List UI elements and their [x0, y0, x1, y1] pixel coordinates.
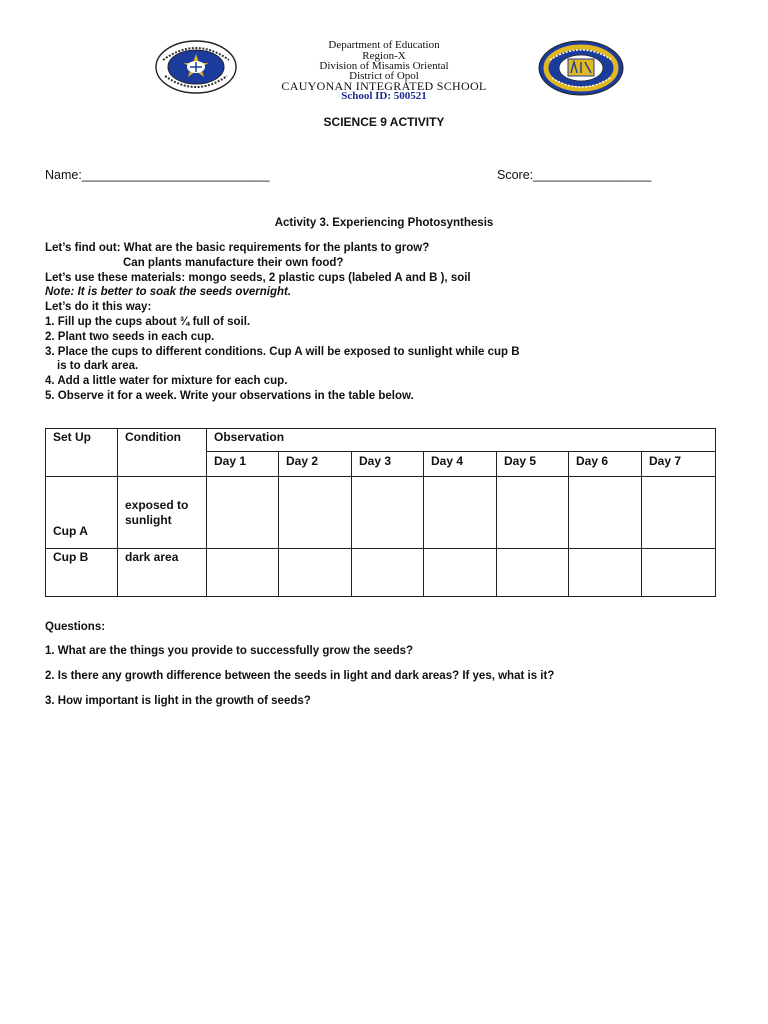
school-id: School ID: 500521	[341, 90, 427, 102]
observation-cell[interactable]	[279, 477, 352, 549]
header-day: Day 3	[352, 452, 424, 477]
row-condition-cup-a: exposed to sunlight	[118, 477, 207, 549]
header-condition: Condition	[118, 429, 207, 477]
question-1: 1. What are the things you provide to successfully grow the seeds?	[45, 645, 414, 657]
header-line-deped: Department of Education	[328, 39, 440, 51]
observation-cell[interactable]	[352, 549, 424, 597]
school-name: CAUYONAN INTEGRATED SCHOOL	[281, 79, 487, 93]
name-field	[45, 168, 270, 182]
header-day: Day 6	[569, 452, 642, 477]
observation-cell[interactable]	[207, 549, 279, 597]
observation-cell[interactable]	[569, 477, 642, 549]
header-line-district: District of Opol	[349, 70, 419, 82]
questions-heading: Questions:	[45, 621, 106, 633]
observation-cell[interactable]	[207, 477, 279, 549]
question-3: 3. How important is light in the growth of seeds?	[45, 695, 311, 707]
header-observation: Observation	[207, 429, 716, 452]
procedure-heading: Let’s do it this way:	[45, 301, 152, 314]
row-setup-cup-b: Cup B	[46, 549, 118, 597]
row-setup-cup-a: Cup A	[46, 477, 118, 549]
header-day: Day 5	[497, 452, 569, 477]
header-day: Day 4	[424, 452, 497, 477]
score-blank: _________________	[533, 168, 652, 182]
activity-title: Activity 3. Experiencing Photosynthesis	[274, 217, 494, 229]
name-label: Name:	[45, 168, 82, 182]
observation-cell[interactable]	[279, 549, 352, 597]
observation-cell[interactable]	[569, 549, 642, 597]
name-blank: ___________________________	[81, 168, 270, 182]
page-title: SCIENCE 9 ACTIVITY	[323, 115, 445, 129]
school-seal-logo	[538, 40, 624, 96]
step-4: 4. Add a little water for mixture for each cup.	[45, 375, 288, 388]
observation-cell[interactable]	[424, 477, 497, 549]
observation-cell[interactable]	[352, 477, 424, 549]
observation-cell[interactable]	[424, 549, 497, 597]
score-field	[497, 168, 651, 182]
step-3-continued: is to dark area.	[57, 360, 139, 373]
step-3: 3. Place the cups to different conditions. Cup A will be exposed to sunlight while cup B	[45, 345, 520, 358]
table-row	[46, 477, 716, 549]
find-out-line: Let’s find out: What are the basic requirements for the plants to grow?	[45, 242, 430, 254]
observation-cell[interactable]	[497, 549, 569, 597]
score-label: Score:	[497, 168, 534, 182]
step-5: 5. Observe it for a week. Write your observations in the table below.	[45, 389, 414, 402]
find-out-line-2: Can plants manufacture their own food?	[123, 256, 344, 269]
observation-cell[interactable]	[642, 477, 716, 549]
header-day: Day 7	[642, 452, 716, 477]
row-condition-cup-b: dark area	[118, 549, 207, 597]
observation-table	[45, 428, 716, 597]
header-line-region: Region-X	[362, 50, 406, 62]
question-2: 2. Is there any growth difference between the seeds in light and dark areas? If yes, what is it?	[45, 670, 555, 682]
header-setup: Set Up	[46, 429, 118, 477]
header-line-division: Division of Misamis Oriental	[319, 60, 449, 72]
header-day: Day 2	[279, 452, 352, 477]
step-1: 1. Fill up the cups about ¾ full of soil.	[45, 315, 251, 328]
step-2: 2. Plant two seeds in each cup.	[45, 330, 215, 343]
materials-line: Let’s use these materials: mongo seeds, 2 plastic cups (labeled A and B ), soil	[45, 271, 471, 284]
instructions	[45, 241, 725, 404]
header-day: Day 1	[207, 452, 279, 477]
table-row	[46, 549, 716, 597]
observation-cell[interactable]	[642, 549, 716, 597]
observation-cell[interactable]	[497, 477, 569, 549]
note-line: Note: It is better to soak the seeds overnight.	[45, 286, 292, 299]
